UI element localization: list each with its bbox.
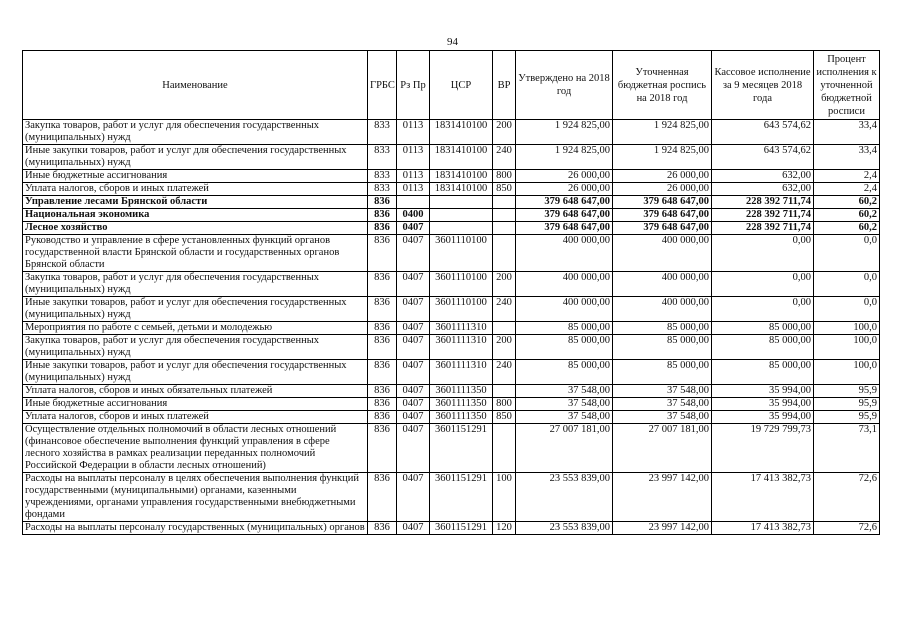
- col-header-csr: ЦСР: [430, 51, 493, 120]
- cell-vr: 200: [493, 272, 516, 297]
- table-row: [23, 473, 880, 522]
- cell-vr: 800: [493, 170, 516, 183]
- cell-vr: 850: [493, 183, 516, 196]
- table-row: [23, 272, 880, 297]
- cell-vr: [493, 235, 516, 272]
- cell-name: Иные бюджетные ассигнования: [23, 398, 368, 411]
- cell-approved: 400 000,00: [516, 235, 613, 272]
- cell-executed: 0,00: [712, 297, 814, 322]
- cell-name: Национальная экономика: [23, 209, 368, 222]
- cell-name: Мероприятия по работе с семьей, детьми и молодежью: [23, 322, 368, 335]
- cell-grbs: 833: [368, 170, 397, 183]
- cell-csr: 1831410100: [430, 183, 493, 196]
- cell-grbs: 836: [368, 360, 397, 385]
- cell-executed: 17 413 382,73: [712, 473, 814, 522]
- cell-vr: [493, 385, 516, 398]
- cell-refined: 85 000,00: [613, 360, 712, 385]
- table-row: [23, 170, 880, 183]
- cell-name: Руководство и управление в сфере установленных функций органов государственной власти Брянской области и государственных органов Брянской области: [23, 235, 368, 272]
- cell-approved: 37 548,00: [516, 398, 613, 411]
- cell-percent: 100,0: [814, 360, 880, 385]
- cell-percent: 33,4: [814, 145, 880, 170]
- table-header-row: [23, 51, 880, 120]
- cell-grbs: 836: [368, 209, 397, 222]
- table-row: [23, 411, 880, 424]
- cell-grbs: 836: [368, 385, 397, 398]
- cell-executed: 35 994,00: [712, 411, 814, 424]
- cell-csr: [430, 196, 493, 209]
- cell-approved: 85 000,00: [516, 360, 613, 385]
- cell-csr: 3601111310: [430, 335, 493, 360]
- cell-name: Закупка товаров, работ и услуг для обеспечения государственных (муниципальных) нужд: [23, 335, 368, 360]
- cell-vr: 100: [493, 473, 516, 522]
- cell-refined: 23 997 142,00: [613, 473, 712, 522]
- cell-vr: 800: [493, 398, 516, 411]
- cell-grbs: 836: [368, 235, 397, 272]
- cell-grbs: 836: [368, 522, 397, 535]
- cell-approved: 1 924 825,00: [516, 145, 613, 170]
- cell-rzpr: 0113: [397, 170, 430, 183]
- cell-refined: 37 548,00: [613, 398, 712, 411]
- col-header-approved: Утверждено на 2018 год: [516, 51, 613, 120]
- cell-name: Иные бюджетные ассигнования: [23, 170, 368, 183]
- cell-name: Уплата налогов, сборов и иных платежей: [23, 183, 368, 196]
- cell-vr: 850: [493, 411, 516, 424]
- cell-approved: 400 000,00: [516, 272, 613, 297]
- cell-csr: 3601111350: [430, 411, 493, 424]
- cell-executed: 85 000,00: [712, 322, 814, 335]
- cell-approved: 23 553 839,00: [516, 473, 613, 522]
- cell-executed: 35 994,00: [712, 398, 814, 411]
- cell-csr: 3601111310: [430, 360, 493, 385]
- cell-rzpr: 0400: [397, 209, 430, 222]
- cell-approved: 23 553 839,00: [516, 522, 613, 535]
- cell-refined: 379 648 647,00: [613, 209, 712, 222]
- cell-grbs: 836: [368, 335, 397, 360]
- cell-refined: 379 648 647,00: [613, 196, 712, 209]
- cell-csr: [430, 222, 493, 235]
- cell-approved: 1 924 825,00: [516, 120, 613, 145]
- cell-rzpr: 0407: [397, 360, 430, 385]
- cell-percent: 0,0: [814, 297, 880, 322]
- cell-rzpr: 0407: [397, 322, 430, 335]
- cell-vr: [493, 322, 516, 335]
- table-row: [23, 424, 880, 473]
- cell-grbs: 836: [368, 411, 397, 424]
- cell-percent: 73,1: [814, 424, 880, 473]
- cell-percent: 95,9: [814, 411, 880, 424]
- cell-approved: 379 648 647,00: [516, 222, 613, 235]
- cell-executed: 85 000,00: [712, 335, 814, 360]
- cell-executed: 17 413 382,73: [712, 522, 814, 535]
- cell-name: Иные закупки товаров, работ и услуг для обеспечения государственных (муниципальных) нужд: [23, 297, 368, 322]
- cell-rzpr: 0407: [397, 473, 430, 522]
- cell-csr: 3601111350: [430, 398, 493, 411]
- cell-refined: 1 924 825,00: [613, 120, 712, 145]
- cell-csr: 3601151291: [430, 473, 493, 522]
- cell-executed: 228 392 711,74: [712, 209, 814, 222]
- cell-rzpr: 0407: [397, 522, 430, 535]
- cell-rzpr: 0407: [397, 411, 430, 424]
- cell-grbs: 833: [368, 183, 397, 196]
- cell-refined: 85 000,00: [613, 335, 712, 360]
- cell-approved: 27 007 181,00: [516, 424, 613, 473]
- table-row: [23, 183, 880, 196]
- cell-grbs: 833: [368, 120, 397, 145]
- cell-executed: 0,00: [712, 235, 814, 272]
- cell-name: Расходы на выплаты персоналу в целях обеспечения выполнения функций государственными (муниципальными) органами, казенными учреждениями, органами управления государственными внебюджетными фондами: [23, 473, 368, 522]
- cell-percent: 60,2: [814, 196, 880, 209]
- cell-approved: 379 648 647,00: [516, 209, 613, 222]
- cell-grbs: 836: [368, 473, 397, 522]
- table-row: [23, 297, 880, 322]
- cell-executed: 228 392 711,74: [712, 222, 814, 235]
- table-row: [23, 145, 880, 170]
- cell-rzpr: [397, 196, 430, 209]
- cell-approved: 379 648 647,00: [516, 196, 613, 209]
- cell-grbs: 836: [368, 322, 397, 335]
- table-row: [23, 209, 880, 222]
- cell-rzpr: 0407: [397, 335, 430, 360]
- cell-name: Уплата налогов, сборов и иных обязательных платежей: [23, 385, 368, 398]
- cell-name: Осуществление отдельных полномочий в области лесных отношений (финансовое обеспечение выполнения функций управления в сфере лесного хозяйства в рамках реализации переданных полномочий Российской Федерации в области лесных отношений): [23, 424, 368, 473]
- cell-csr: 3601110100: [430, 297, 493, 322]
- cell-refined: 27 007 181,00: [613, 424, 712, 473]
- cell-executed: 85 000,00: [712, 360, 814, 385]
- col-header-vr: ВР: [493, 51, 516, 120]
- cell-csr: 1831410100: [430, 145, 493, 170]
- cell-percent: 0,0: [814, 272, 880, 297]
- cell-csr: 3601111310: [430, 322, 493, 335]
- cell-name: Закупка товаров, работ и услуг для обеспечения государственных (муниципальных) нужд: [23, 272, 368, 297]
- cell-rzpr: 0407: [397, 385, 430, 398]
- cell-percent: 72,6: [814, 473, 880, 522]
- table-body: [23, 120, 880, 535]
- page-number: 94: [447, 36, 458, 48]
- cell-grbs: 836: [368, 196, 397, 209]
- cell-name: Иные закупки товаров, работ и услуг для обеспечения государственных (муниципальных) нужд: [23, 145, 368, 170]
- cell-rzpr: 0407: [397, 222, 430, 235]
- table-row: [23, 222, 880, 235]
- cell-refined: 26 000,00: [613, 170, 712, 183]
- cell-refined: 1 924 825,00: [613, 145, 712, 170]
- cell-approved: 85 000,00: [516, 322, 613, 335]
- cell-executed: 643 574,62: [712, 120, 814, 145]
- cell-rzpr: 0407: [397, 398, 430, 411]
- cell-vr: [493, 196, 516, 209]
- cell-executed: 228 392 711,74: [712, 196, 814, 209]
- cell-percent: 100,0: [814, 335, 880, 360]
- table-row: [23, 385, 880, 398]
- cell-grbs: 836: [368, 424, 397, 473]
- cell-name: Управление лесами Брянской области: [23, 196, 368, 209]
- budget-execution-table: [22, 50, 880, 535]
- cell-csr: 3601111350: [430, 385, 493, 398]
- cell-csr: 3601151291: [430, 424, 493, 473]
- cell-grbs: 833: [368, 145, 397, 170]
- cell-refined: 400 000,00: [613, 235, 712, 272]
- table-row: [23, 335, 880, 360]
- cell-percent: 33,4: [814, 120, 880, 145]
- cell-csr: 3601110100: [430, 235, 493, 272]
- cell-rzpr: 0407: [397, 235, 430, 272]
- cell-percent: 60,2: [814, 222, 880, 235]
- cell-executed: 632,00: [712, 183, 814, 196]
- cell-refined: 37 548,00: [613, 385, 712, 398]
- cell-executed: 35 994,00: [712, 385, 814, 398]
- cell-refined: 23 997 142,00: [613, 522, 712, 535]
- cell-vr: 200: [493, 335, 516, 360]
- cell-percent: 95,9: [814, 385, 880, 398]
- col-header-refined: Уточненная бюджетная роспись на 2018 год: [613, 51, 712, 120]
- cell-name: Уплата налогов, сборов и иных платежей: [23, 411, 368, 424]
- col-header-executed: Кассовое исполнение за 9 месяцев 2018 года: [712, 51, 814, 120]
- cell-percent: 60,2: [814, 209, 880, 222]
- cell-approved: 26 000,00: [516, 170, 613, 183]
- cell-approved: 37 548,00: [516, 411, 613, 424]
- cell-percent: 2,4: [814, 183, 880, 196]
- cell-refined: 26 000,00: [613, 183, 712, 196]
- cell-grbs: 836: [368, 222, 397, 235]
- cell-csr: 3601110100: [430, 272, 493, 297]
- cell-rzpr: 0113: [397, 183, 430, 196]
- cell-name: Иные закупки товаров, работ и услуг для обеспечения государственных (муниципальных) нужд: [23, 360, 368, 385]
- cell-vr: [493, 222, 516, 235]
- cell-approved: 37 548,00: [516, 385, 613, 398]
- cell-vr: 120: [493, 522, 516, 535]
- col-header-name: Наименование: [23, 51, 368, 120]
- cell-refined: 85 000,00: [613, 322, 712, 335]
- cell-csr: 3601151291: [430, 522, 493, 535]
- cell-approved: 85 000,00: [516, 335, 613, 360]
- cell-percent: 95,9: [814, 398, 880, 411]
- cell-name: Закупка товаров, работ и услуг для обеспечения государственных (муниципальных) нужд: [23, 120, 368, 145]
- cell-name: Лесное хозяйство: [23, 222, 368, 235]
- table-row: [23, 120, 880, 145]
- cell-rzpr: 0407: [397, 424, 430, 473]
- cell-executed: 643 574,62: [712, 145, 814, 170]
- cell-executed: 0,00: [712, 272, 814, 297]
- cell-refined: 400 000,00: [613, 297, 712, 322]
- cell-rzpr: 0113: [397, 120, 430, 145]
- cell-rzpr: 0407: [397, 297, 430, 322]
- col-header-percent: Процент исполнения к уточненной бюджетной росписи: [814, 51, 880, 120]
- cell-approved: 26 000,00: [516, 183, 613, 196]
- cell-grbs: 836: [368, 297, 397, 322]
- cell-vr: [493, 424, 516, 473]
- col-header-grbs: ГРБС: [368, 51, 397, 120]
- cell-csr: 1831410100: [430, 170, 493, 183]
- table-row: [23, 235, 880, 272]
- table-row: [23, 322, 880, 335]
- cell-name: Расходы на выплаты персоналу государственных (муниципальных) органов: [23, 522, 368, 535]
- table-row: [23, 398, 880, 411]
- cell-percent: 100,0: [814, 322, 880, 335]
- table-row: [23, 196, 880, 209]
- cell-vr: 200: [493, 120, 516, 145]
- cell-grbs: 836: [368, 398, 397, 411]
- cell-rzpr: 0407: [397, 272, 430, 297]
- cell-csr: [430, 209, 493, 222]
- cell-percent: 0,0: [814, 235, 880, 272]
- cell-vr: 240: [493, 360, 516, 385]
- cell-percent: 2,4: [814, 170, 880, 183]
- cell-grbs: 836: [368, 272, 397, 297]
- table-row: [23, 360, 880, 385]
- cell-vr: 240: [493, 145, 516, 170]
- col-header-rzpr: Рз Пр: [397, 51, 430, 120]
- cell-refined: 379 648 647,00: [613, 222, 712, 235]
- cell-percent: 72,6: [814, 522, 880, 535]
- table-row: [23, 522, 880, 535]
- cell-executed: 632,00: [712, 170, 814, 183]
- cell-rzpr: 0113: [397, 145, 430, 170]
- cell-vr: [493, 209, 516, 222]
- cell-vr: 240: [493, 297, 516, 322]
- cell-csr: 1831410100: [430, 120, 493, 145]
- cell-refined: 37 548,00: [613, 411, 712, 424]
- cell-refined: 400 000,00: [613, 272, 712, 297]
- cell-executed: 19 729 799,73: [712, 424, 814, 473]
- cell-approved: 400 000,00: [516, 297, 613, 322]
